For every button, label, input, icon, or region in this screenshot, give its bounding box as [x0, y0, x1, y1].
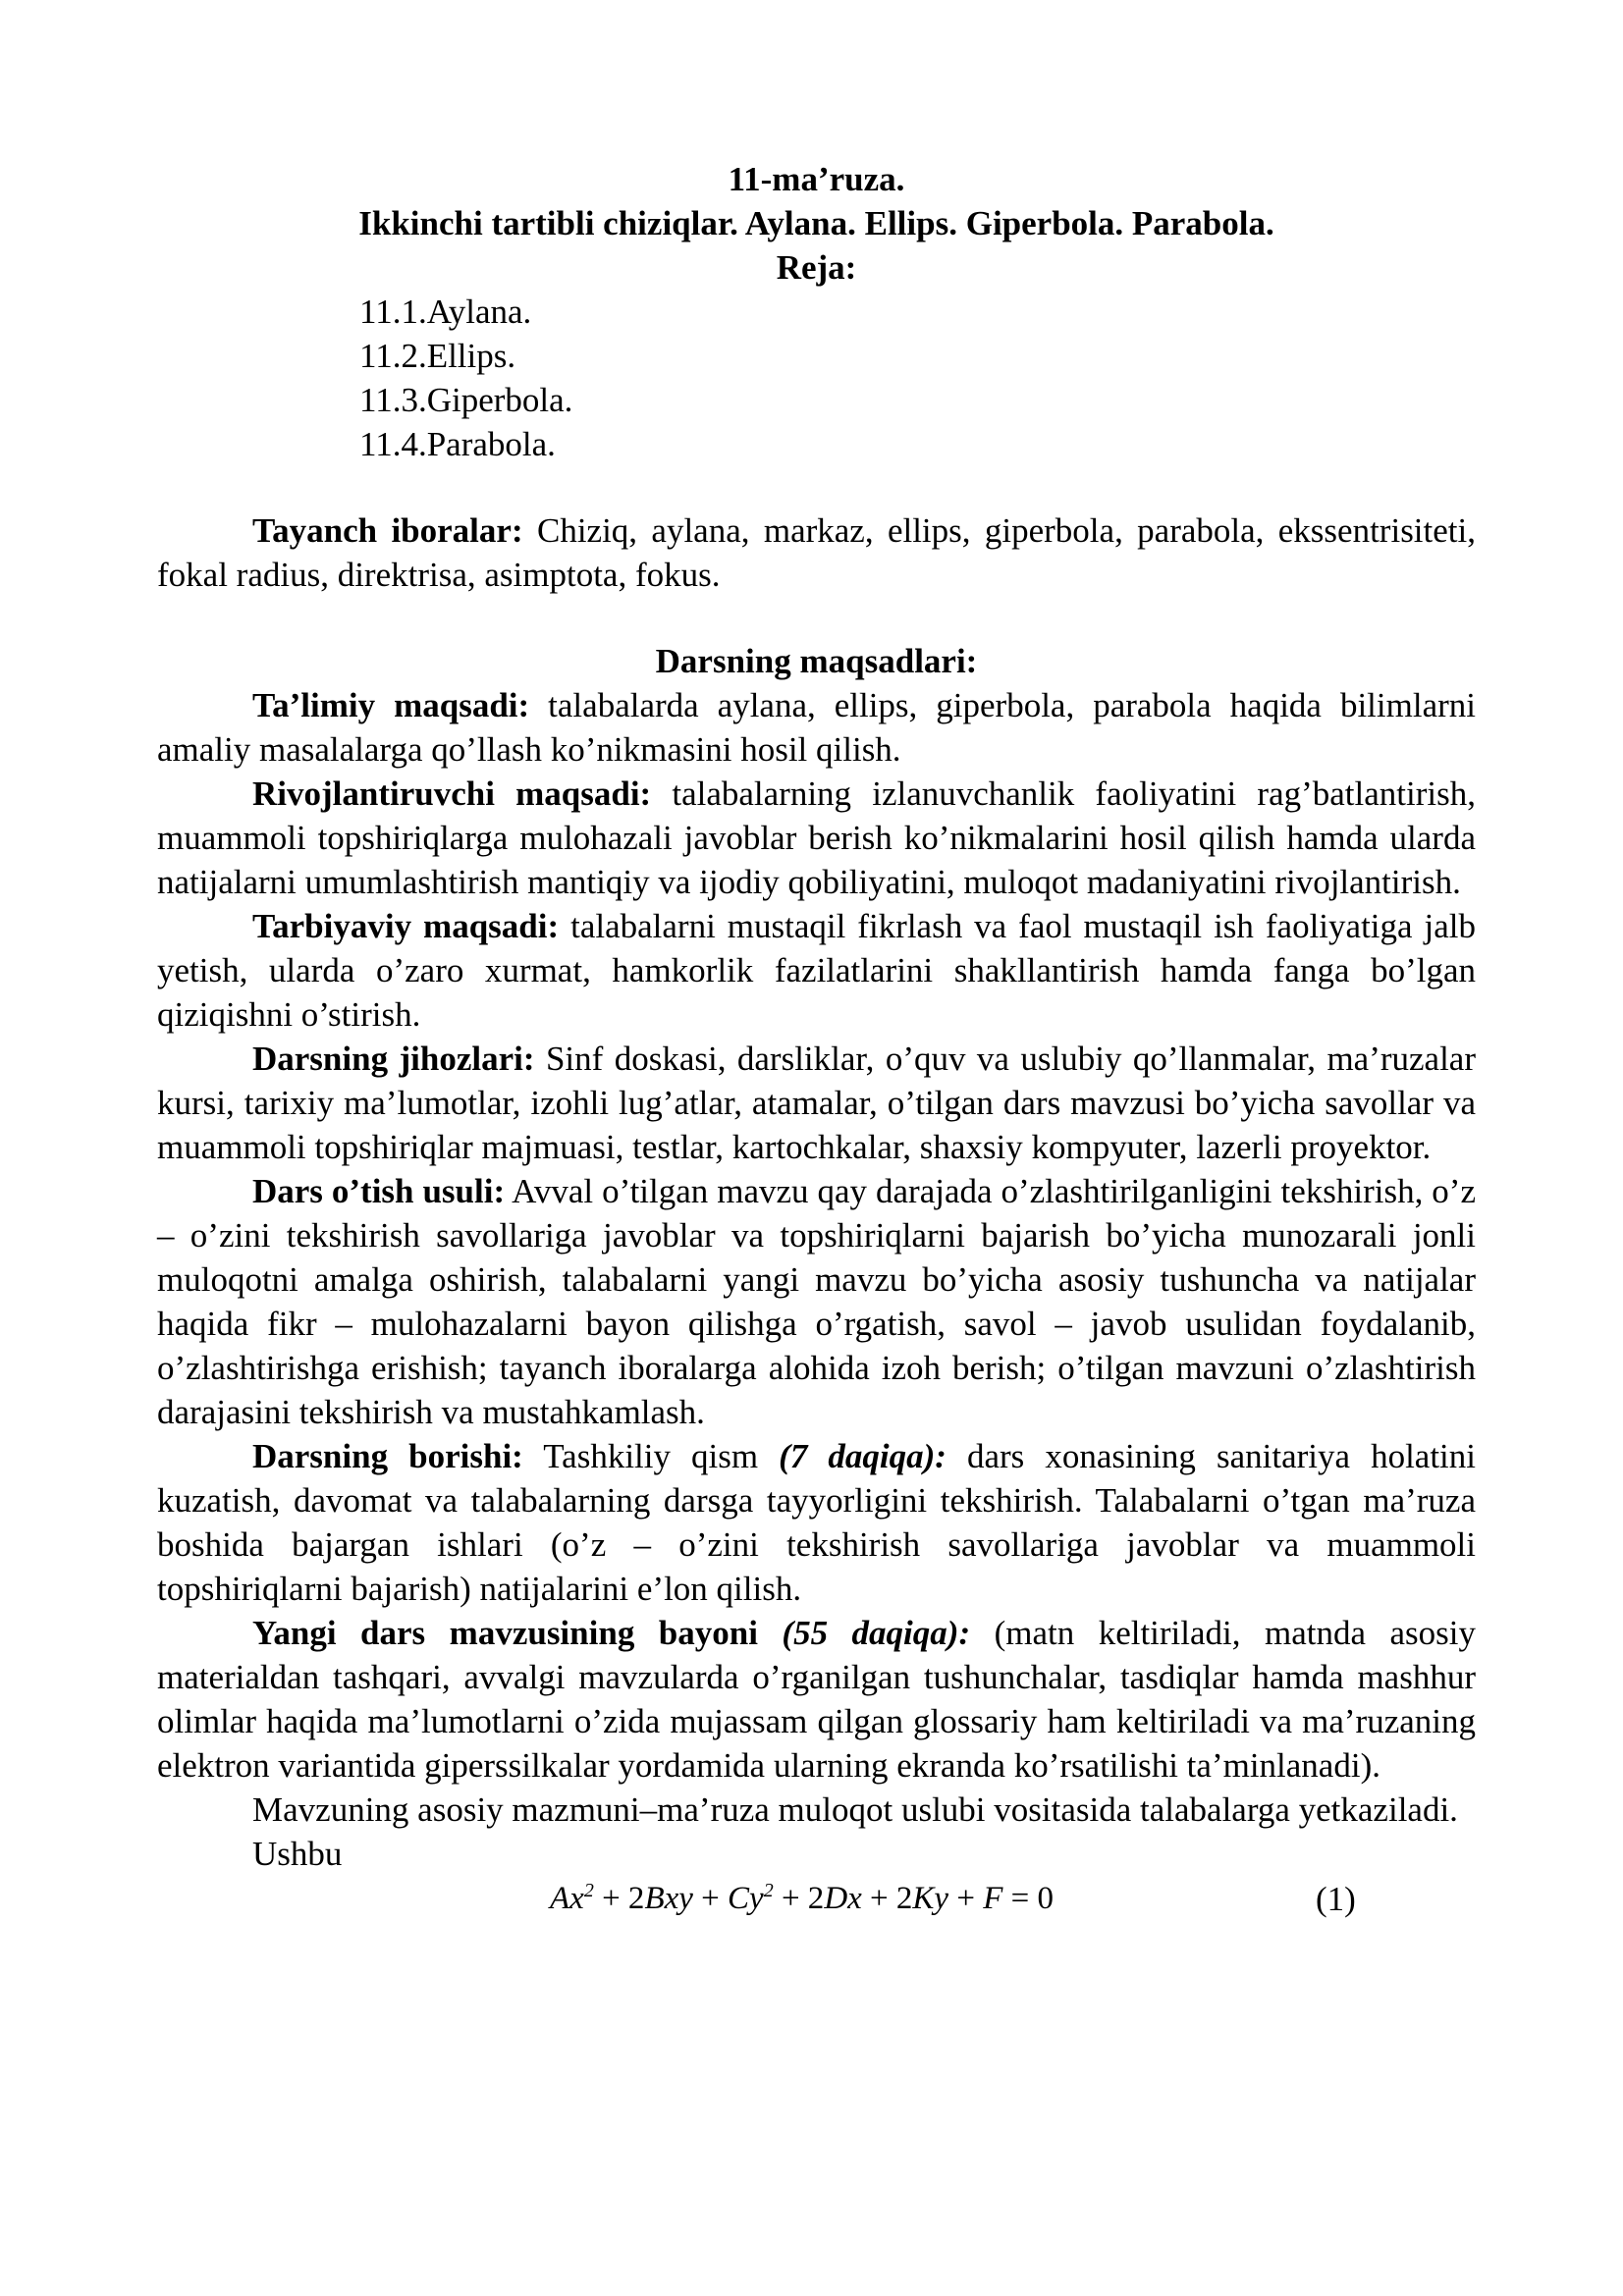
plan-item: 11.4.Parabola. [359, 425, 556, 463]
paragraph-label: Ta’limiy maqsadi: [252, 686, 530, 724]
goal-educational [157, 683, 1476, 772]
goal-upbringing [157, 904, 1476, 1037]
lesson-course [157, 1434, 1476, 1611]
equation-row [157, 1880, 1476, 1929]
plan-title: Reja: [776, 248, 857, 287]
borishi-label: Darsning borishi: [252, 1437, 523, 1475]
borishi-pre: Tashkiliy qism [522, 1437, 780, 1475]
keywords-label: Tayanch iboralar: [252, 511, 523, 550]
document-page [157, 157, 1476, 1929]
yangi-label: Yangi dars mavzusining bayoni [252, 1614, 758, 1652]
teaching-method [157, 1169, 1476, 1434]
paragraph-label: Dars o’tish usuli: [252, 1172, 506, 1210]
new-topic-explanation [157, 1611, 1476, 1788]
borishi-text: dars xonasining sanitariya holatini kuzatish, davomat va talabalarning darsga tayyorligini tekshirish. Talabalarni o’tgan ma’ruza boshida bajargan ishlari (o’z – o’zini tekshirish savollariga javoblar va muammoli topshiriqlarni bajarish) natijalarini e’lon qilish. [157, 1437, 1476, 1608]
yangi-text: (matn keltiriladi, matnda asosiy materialdan tashqari, avvalgi mavzularda o’rganilgan tushunchalar, tasdiqlar hamda mashhur olimlar haqida ma’lumotlarni o’zida mujassam qilgan glossariy ham keltiriladi va ma’ruzaning elektron variantida giperssilkalar yordamida ularning ekranda ko’rsatilishi ta’minlanadi). [157, 1614, 1476, 1785]
lecture-number: 11-ma’ruza. [728, 160, 905, 198]
paragraph-label: Rivojlantiruvchi maqsadi: [252, 774, 652, 813]
plan-item: 11.3.Giperbola. [359, 381, 573, 419]
equation-formula: $Ax^2 + 2Bxy + Cy^2 + 2Dx + 2Ky + F = 0$ [550, 1880, 1055, 1916]
paragraph-label: Tarbiyaviy maqsadi: [252, 907, 560, 945]
plan-item: 11.1.Aylana. [359, 293, 532, 331]
ushbu-text: Ushbu [252, 1835, 343, 1873]
plan-item: 11.2.Ellips. [359, 337, 516, 375]
goals-title: Darsning maqsadlari: [655, 642, 978, 680]
lecture-topic: Ikkinchi tartibli chiziqlar. Aylana. Ellips. Giperbola. Parabola. [358, 204, 1274, 242]
paragraph-text: talabalarda aylana, ellips, giperbola, parabola haqida bilimlarni amaliy masalalarga qo’llash ko’nikmasini hosil qilish. [157, 686, 1476, 769]
goal-developmental [157, 772, 1476, 904]
yangi-time: (55 daqiqa): [757, 1614, 971, 1652]
topic-content-paragraph: Mavzuning asosiy mazmuni–ma’ruza muloqot uslubi vositasida talabalarga yetkaziladi. [252, 1790, 1458, 1829]
paragraph-text: talabalarni mustaqil fikrlash va faol mustaqil ish faoliyatiga jalb yetish, ularda o’zaro xurmat, hamkorlik fazilatlarini shakllantirish hamda fanga bo’lgan qiziqishni o’stirish. [157, 907, 1476, 1034]
borishi-time: (7 daqiqa): [779, 1437, 947, 1475]
lesson-equipment [157, 1037, 1476, 1169]
paragraph-text: Avval o’tilgan mavzu qay darajada o’zlashtirilganligini tekshirish, o’z – o’zini tekshirish savollariga javoblar va topshiriqlarni bajarish bo’yicha munozarali jonli muloqotni amalga oshirish, talabalarni yangi mavzu bo’yicha asosiy tushuncha va natijalar haqida fikr – mulohazalarni bayon qilishga o’rgatish, savol – javob usulidan foydalanib, o’zlashtirishga erishish; tayanch iboralarga alohida izoh berish; o’tilgan mavzuni o’zlashtirish darajasini tekshirish va mustahkamlash. [157, 1172, 1476, 1431]
keywords-text: Chiziq, aylana, markaz, ellips, giperbola, parabola, ekssentrisiteti, fokal radius, direktrisa, asimptota, fokus. [157, 511, 1476, 594]
paragraph-label: Darsning jihozlari: [252, 1040, 535, 1078]
equation-number: (1) [1316, 1880, 1356, 1918]
plan-list [359, 290, 1476, 466]
keywords-paragraph [157, 508, 1476, 597]
paragraph-text: talabalarning izlanuvchanlik faoliyatini rag’batlantirish, muammoli topshiriqlarga mulohazali javoblar berish ko’nikmalarini hosil qilish hamda ularda natijalarni umumlashtirish mantiqiy va ijodiy qobiliyatini, muloqot madaniyatini rivojlantirish. [157, 774, 1476, 901]
paragraph-text: Sinf doskasi, darsliklar, o’quv va uslubiy qo’llanmalar, ma’ruzalar kursi, tarixiy ma’lumotlar, izohli lug’atlar, atamalar, o’tilgan dars mavzusi bo’yicha savollar va muammoli topshiriqlar majmuasi, testlar, kartochkalar, shaxsiy kompyuter, lazerli proyektor. [157, 1040, 1476, 1166]
